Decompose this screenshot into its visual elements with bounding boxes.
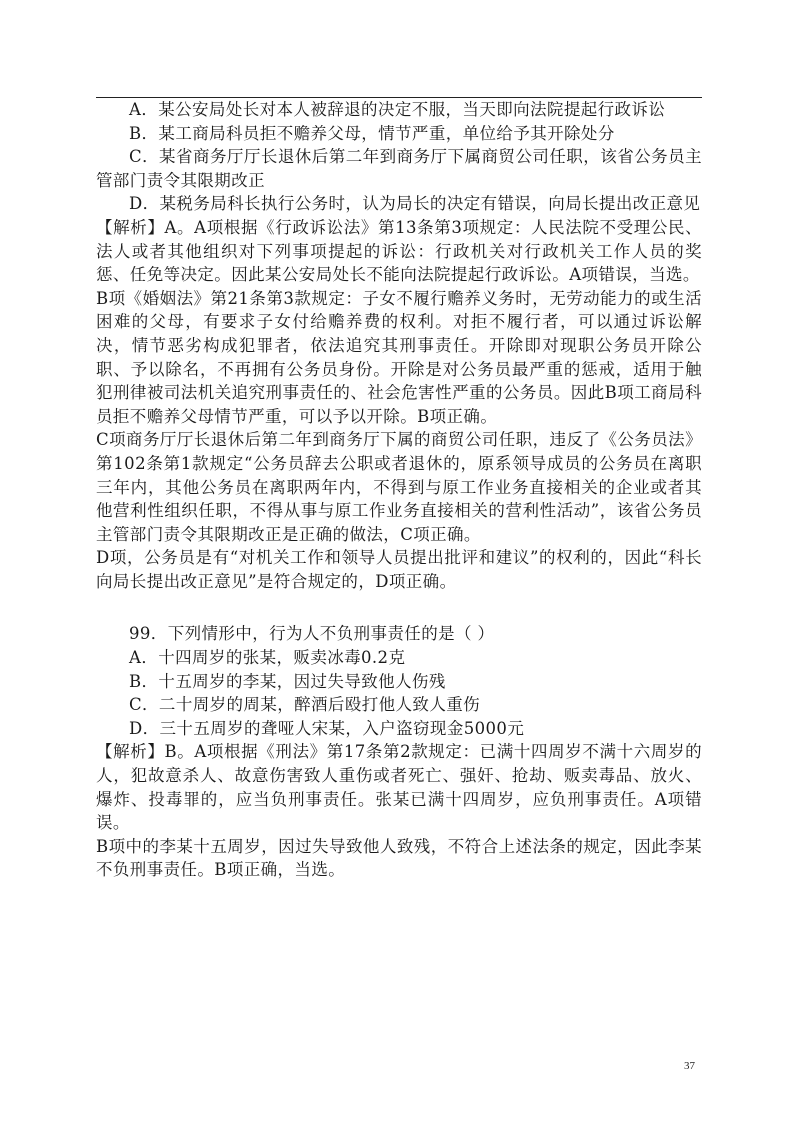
page-number: 37	[684, 1060, 695, 1072]
q98-option-c: C．某省商务厅厅长退休后第二年到商务厅下属商贸公司任职，该省公务员主管部门责令其限期改正	[96, 147, 702, 190]
q98-option-d: D．某税务局科长执行公务时，认为局长的决定有错误，向局长提出改正意见	[129, 194, 701, 214]
q98-analysis-d: D项，公务员是有“对机关工作和领导人员提出批评和建议”的权利的，因此“科长向局长提出改正意见”是符合规定的，D项正确。	[96, 548, 702, 591]
q99-stem: 99．下列情形中，行为人不负刑事责任的是（ ）	[129, 624, 495, 644]
q98-analysis-a: 【解析】A。A项根据《行政诉讼法》第13条第3项规定：人民法院不受理公民、法人或者其他组织对下列事项提起的诉讼：行政机关对行政机关工作人员的奖惩、任免等决定。因此某公安局处长不能向法院提起行政诉讼。A项错误，当选。	[96, 217, 702, 285]
q98-option-b: B．某工商局科员拒不赡养父母，情节严重，单位给予其开除处分	[129, 123, 615, 143]
q99-option-a: A．十四周岁的张某，贩卖冰毒0.2克	[129, 648, 406, 668]
q99-analysis-b: B项中的李某十五周岁，因过失导致他人致残，不符合上述法条的规定，因此李某不负刑事责任。B项正确，当选。	[96, 836, 702, 880]
q98-option-a: A．某公安局处长对本人被辞退的决定不服，当天即向法院提起行政诉讼	[129, 100, 666, 119]
q98-analysis-b: B项《婚姻法》第21条第3款规定：子女不履行赡养义务时，无劳动能力的或生活困难的父母，有要求子女付给赡养费的权利。对拒不履行者，可以通过诉讼解决，情节恶劣构成犯罪者，依法追究其刑事责任。开除即对现职公务员开除公职、予以除名，不再拥有公务员身份。开除是对公务员最严重的惩戒，适用于触犯刑律被司法机关追究刑事责任的、社会危害性严重的公务员。因此B项工商局科员拒不赡养父母情节严重，可以予以开除。B项正确。	[96, 288, 702, 426]
q99-option-d: D．三十五周岁的聋哑人宋某，入户盗窃现金5000元	[129, 718, 525, 738]
q99-option-b: B．十五周岁的李某，因过失导致他人伤残	[129, 671, 446, 691]
section-gap	[96, 593, 702, 622]
page-content	[96, 98, 702, 882]
q99-analysis-a: 【解析】B。A项根据《刑法》第17条第2款规定：已满十四周岁不满十六周岁的人，犯故意杀人、故意伤害致人重伤或者死亡、强奸、抢劫、贩卖毒品、放火、爆炸、投毒罪的，应当负刑事责任。张某已满十四周岁，应负刑事责任。A项错误。	[96, 742, 702, 833]
q98-analysis-c: C项商务厅厅长退休后第二年到商务厅下属的商贸公司任职，违反了《公务员法》第102条第1款规定“公务员辞去公职或者退休的，原系领导成员的公务员在离职三年内，其他公务员在离职两年内，不得到与原工作业务直接相关的企业或者其他营利性组织任职，不得从事与原工作业务直接相关的营利性活动”，该省公务员主管部门责令其限期改正是正确的做法，C项正确。	[96, 430, 702, 544]
q99-option-c: C．二十周岁的周某，醉酒后殴打他人致人重伤	[129, 695, 481, 715]
